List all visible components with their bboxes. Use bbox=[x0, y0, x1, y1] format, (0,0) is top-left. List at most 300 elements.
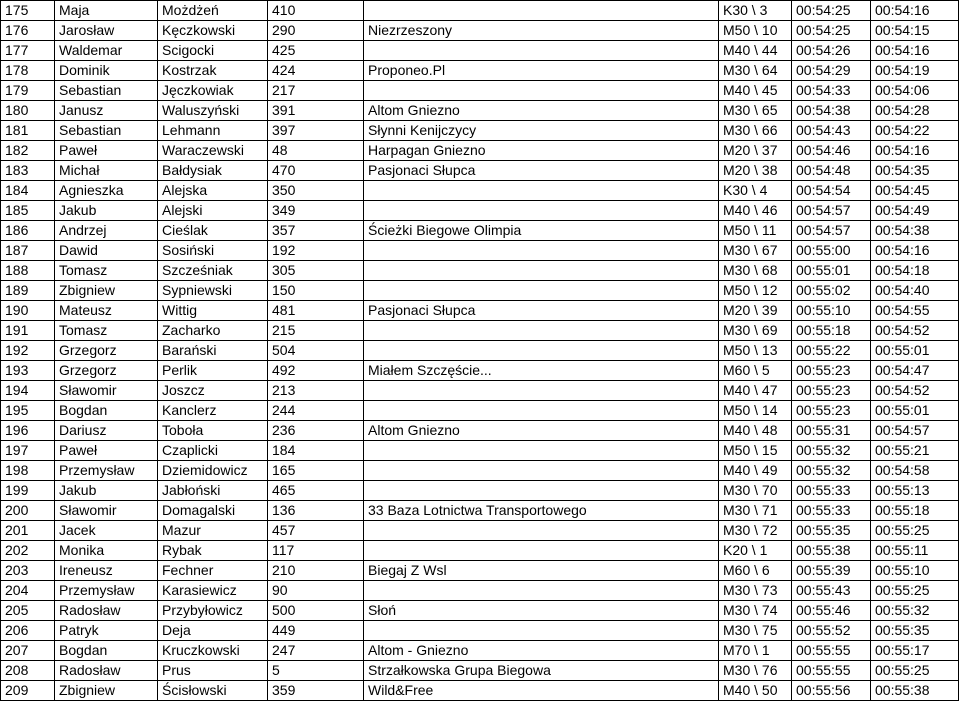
category-cell: M50 \ 10 bbox=[719, 21, 792, 41]
place-cell: 203 bbox=[1, 561, 55, 581]
place-cell: 204 bbox=[1, 581, 55, 601]
last-name-cell: Karasiewicz bbox=[158, 581, 268, 601]
place-cell: 201 bbox=[1, 521, 55, 541]
club-cell bbox=[364, 521, 719, 541]
table-row bbox=[1, 41, 959, 61]
table-row bbox=[1, 421, 959, 441]
bib-number-cell: 359 bbox=[268, 681, 364, 701]
table-row bbox=[1, 521, 959, 541]
gun-time-cell: 00:54:57 bbox=[792, 201, 871, 221]
net-time-cell: 00:54:52 bbox=[871, 321, 959, 341]
category-cell: M30 \ 64 bbox=[719, 61, 792, 81]
first-name-cell: Jakub bbox=[55, 201, 158, 221]
bib-number-cell: 290 bbox=[268, 21, 364, 41]
gun-time-cell: 00:54:46 bbox=[792, 141, 871, 161]
first-name-cell: Grzegorz bbox=[55, 361, 158, 381]
bib-number-cell: 117 bbox=[268, 541, 364, 561]
bib-number-cell: 357 bbox=[268, 221, 364, 241]
net-time-cell: 00:55:25 bbox=[871, 581, 959, 601]
club-cell: Proponeo.Pl bbox=[364, 61, 719, 81]
category-cell: M30 \ 71 bbox=[719, 501, 792, 521]
last-name-cell: Możdżeń bbox=[158, 1, 268, 21]
gun-time-cell: 00:54:25 bbox=[792, 21, 871, 41]
first-name-cell: Waldemar bbox=[55, 41, 158, 61]
category-cell: M30 \ 74 bbox=[719, 601, 792, 621]
table-row bbox=[1, 341, 959, 361]
first-name-cell: Dariusz bbox=[55, 421, 158, 441]
category-cell: M40 \ 47 bbox=[719, 381, 792, 401]
place-cell: 190 bbox=[1, 301, 55, 321]
net-time-cell: 00:54:57 bbox=[871, 421, 959, 441]
club-cell: Biegaj Z Wsl bbox=[364, 561, 719, 581]
category-cell: M50 \ 11 bbox=[719, 221, 792, 241]
first-name-cell: Sebastian bbox=[55, 121, 158, 141]
category-cell: K20 \ 1 bbox=[719, 541, 792, 561]
table-row bbox=[1, 361, 959, 381]
last-name-cell: Mazur bbox=[158, 521, 268, 541]
bib-number-cell: 192 bbox=[268, 241, 364, 261]
net-time-cell: 00:54:22 bbox=[871, 121, 959, 141]
category-cell: M30 \ 76 bbox=[719, 661, 792, 681]
bib-number-cell: 481 bbox=[268, 301, 364, 321]
club-cell bbox=[364, 581, 719, 601]
last-name-cell: Rybak bbox=[158, 541, 268, 561]
table-row bbox=[1, 561, 959, 581]
net-time-cell: 00:54:16 bbox=[871, 141, 959, 161]
first-name-cell: Radosław bbox=[55, 661, 158, 681]
category-cell: M30 \ 66 bbox=[719, 121, 792, 141]
results-body bbox=[1, 1, 959, 701]
first-name-cell: Dawid bbox=[55, 241, 158, 261]
net-time-cell: 00:54:58 bbox=[871, 461, 959, 481]
net-time-cell: 00:55:21 bbox=[871, 441, 959, 461]
table-row bbox=[1, 581, 959, 601]
net-time-cell: 00:54:40 bbox=[871, 281, 959, 301]
club-cell: Altom Gniezno bbox=[364, 421, 719, 441]
club-cell bbox=[364, 441, 719, 461]
first-name-cell: Tomasz bbox=[55, 321, 158, 341]
category-cell: M30 \ 73 bbox=[719, 581, 792, 601]
table-row bbox=[1, 1, 959, 21]
first-name-cell: Sławomir bbox=[55, 501, 158, 521]
club-cell bbox=[364, 181, 719, 201]
place-cell: 175 bbox=[1, 1, 55, 21]
bib-number-cell: 457 bbox=[268, 521, 364, 541]
bib-number-cell: 425 bbox=[268, 41, 364, 61]
net-time-cell: 00:55:32 bbox=[871, 601, 959, 621]
gun-time-cell: 00:55:18 bbox=[792, 321, 871, 341]
category-cell: K30 \ 4 bbox=[719, 181, 792, 201]
bib-number-cell: 136 bbox=[268, 501, 364, 521]
gun-time-cell: 00:55:55 bbox=[792, 641, 871, 661]
last-name-cell: Alejska bbox=[158, 181, 268, 201]
bib-number-cell: 424 bbox=[268, 61, 364, 81]
club-cell bbox=[364, 281, 719, 301]
table-row bbox=[1, 621, 959, 641]
club-cell: Słynni Kenijczycy bbox=[364, 121, 719, 141]
table-row bbox=[1, 641, 959, 661]
bib-number-cell: 244 bbox=[268, 401, 364, 421]
first-name-cell: Ireneusz bbox=[55, 561, 158, 581]
gun-time-cell: 00:54:43 bbox=[792, 121, 871, 141]
place-cell: 195 bbox=[1, 401, 55, 421]
first-name-cell: Grzegorz bbox=[55, 341, 158, 361]
gun-time-cell: 00:55:33 bbox=[792, 501, 871, 521]
last-name-cell: Wittig bbox=[158, 301, 268, 321]
club-cell bbox=[364, 201, 719, 221]
place-cell: 183 bbox=[1, 161, 55, 181]
club-cell bbox=[364, 241, 719, 261]
first-name-cell: Sławomir bbox=[55, 381, 158, 401]
first-name-cell: Jakub bbox=[55, 481, 158, 501]
net-time-cell: 00:55:11 bbox=[871, 541, 959, 561]
last-name-cell: Szcześniak bbox=[158, 261, 268, 281]
first-name-cell: Dominik bbox=[55, 61, 158, 81]
gun-time-cell: 00:55:23 bbox=[792, 401, 871, 421]
bib-number-cell: 492 bbox=[268, 361, 364, 381]
gun-time-cell: 00:54:29 bbox=[792, 61, 871, 81]
bib-number-cell: 150 bbox=[268, 281, 364, 301]
club-cell bbox=[364, 261, 719, 281]
table-row bbox=[1, 301, 959, 321]
club-cell bbox=[364, 481, 719, 501]
first-name-cell: Tomasz bbox=[55, 261, 158, 281]
category-cell: M30 \ 69 bbox=[719, 321, 792, 341]
gun-time-cell: 00:54:54 bbox=[792, 181, 871, 201]
last-name-cell: Barański bbox=[158, 341, 268, 361]
last-name-cell: Joszcz bbox=[158, 381, 268, 401]
table-row bbox=[1, 661, 959, 681]
last-name-cell: Waraczewski bbox=[158, 141, 268, 161]
place-cell: 184 bbox=[1, 181, 55, 201]
category-cell: M60 \ 6 bbox=[719, 561, 792, 581]
bib-number-cell: 504 bbox=[268, 341, 364, 361]
net-time-cell: 00:55:35 bbox=[871, 621, 959, 641]
club-cell bbox=[364, 41, 719, 61]
place-cell: 188 bbox=[1, 261, 55, 281]
category-cell: K30 \ 3 bbox=[719, 1, 792, 21]
gun-time-cell: 00:55:55 bbox=[792, 661, 871, 681]
gun-time-cell: 00:55:23 bbox=[792, 381, 871, 401]
last-name-cell: Sosiński bbox=[158, 241, 268, 261]
place-cell: 194 bbox=[1, 381, 55, 401]
last-name-cell: Scigocki bbox=[158, 41, 268, 61]
club-cell: Wild&Free bbox=[364, 681, 719, 701]
last-name-cell: Dziemidowicz bbox=[158, 461, 268, 481]
place-cell: 192 bbox=[1, 341, 55, 361]
first-name-cell: Patryk bbox=[55, 621, 158, 641]
last-name-cell: Przybyłowicz bbox=[158, 601, 268, 621]
first-name-cell: Paweł bbox=[55, 141, 158, 161]
net-time-cell: 00:54:06 bbox=[871, 81, 959, 101]
first-name-cell: Michał bbox=[55, 161, 158, 181]
gun-time-cell: 00:54:38 bbox=[792, 101, 871, 121]
club-cell bbox=[364, 621, 719, 641]
net-time-cell: 00:55:25 bbox=[871, 521, 959, 541]
first-name-cell: Zbigniew bbox=[55, 281, 158, 301]
gun-time-cell: 00:55:33 bbox=[792, 481, 871, 501]
category-cell: M50 \ 14 bbox=[719, 401, 792, 421]
bib-number-cell: 305 bbox=[268, 261, 364, 281]
net-time-cell: 00:54:52 bbox=[871, 381, 959, 401]
gun-time-cell: 00:55:02 bbox=[792, 281, 871, 301]
gun-time-cell: 00:54:26 bbox=[792, 41, 871, 61]
table-row bbox=[1, 321, 959, 341]
club-cell: Miałem Szczęście... bbox=[364, 361, 719, 381]
last-name-cell: Jęczkowiak bbox=[158, 81, 268, 101]
category-cell: M50 \ 13 bbox=[719, 341, 792, 361]
category-cell: M20 \ 37 bbox=[719, 141, 792, 161]
gun-time-cell: 00:54:57 bbox=[792, 221, 871, 241]
net-time-cell: 00:54:18 bbox=[871, 261, 959, 281]
place-cell: 179 bbox=[1, 81, 55, 101]
bib-number-cell: 391 bbox=[268, 101, 364, 121]
place-cell: 206 bbox=[1, 621, 55, 641]
place-cell: 208 bbox=[1, 661, 55, 681]
bib-number-cell: 247 bbox=[268, 641, 364, 661]
place-cell: 193 bbox=[1, 361, 55, 381]
club-cell: Altom - Gniezno bbox=[364, 641, 719, 661]
net-time-cell: 00:55:18 bbox=[871, 501, 959, 521]
first-name-cell: Maja bbox=[55, 1, 158, 21]
net-time-cell: 00:54:16 bbox=[871, 41, 959, 61]
first-name-cell: Przemysław bbox=[55, 581, 158, 601]
last-name-cell: Bałdysiak bbox=[158, 161, 268, 181]
net-time-cell: 00:55:10 bbox=[871, 561, 959, 581]
gun-time-cell: 00:55:31 bbox=[792, 421, 871, 441]
club-cell: Pasjonaci Słupca bbox=[364, 301, 719, 321]
gun-time-cell: 00:55:43 bbox=[792, 581, 871, 601]
place-cell: 189 bbox=[1, 281, 55, 301]
place-cell: 205 bbox=[1, 601, 55, 621]
bib-number-cell: 210 bbox=[268, 561, 364, 581]
gun-time-cell: 00:55:23 bbox=[792, 361, 871, 381]
table-row bbox=[1, 61, 959, 81]
place-cell: 186 bbox=[1, 221, 55, 241]
net-time-cell: 00:54:55 bbox=[871, 301, 959, 321]
table-row bbox=[1, 481, 959, 501]
net-time-cell: 00:54:49 bbox=[871, 201, 959, 221]
bib-number-cell: 236 bbox=[268, 421, 364, 441]
gun-time-cell: 00:55:56 bbox=[792, 681, 871, 701]
bib-number-cell: 215 bbox=[268, 321, 364, 341]
category-cell: M30 \ 65 bbox=[719, 101, 792, 121]
bib-number-cell: 470 bbox=[268, 161, 364, 181]
club-cell: Altom Gniezno bbox=[364, 101, 719, 121]
net-time-cell: 00:54:16 bbox=[871, 1, 959, 21]
category-cell: M20 \ 39 bbox=[719, 301, 792, 321]
net-time-cell: 00:54:28 bbox=[871, 101, 959, 121]
bib-number-cell: 213 bbox=[268, 381, 364, 401]
table-row bbox=[1, 241, 959, 261]
gun-time-cell: 00:55:39 bbox=[792, 561, 871, 581]
gun-time-cell: 00:55:00 bbox=[792, 241, 871, 261]
last-name-cell: Kęczkowski bbox=[158, 21, 268, 41]
table-row bbox=[1, 161, 959, 181]
gun-time-cell: 00:55:46 bbox=[792, 601, 871, 621]
table-row bbox=[1, 441, 959, 461]
category-cell: M40 \ 45 bbox=[719, 81, 792, 101]
net-time-cell: 00:55:38 bbox=[871, 681, 959, 701]
gun-time-cell: 00:55:52 bbox=[792, 621, 871, 641]
bib-number-cell: 449 bbox=[268, 621, 364, 641]
place-cell: 176 bbox=[1, 21, 55, 41]
place-cell: 187 bbox=[1, 241, 55, 261]
table-row bbox=[1, 541, 959, 561]
last-name-cell: Sypniewski bbox=[158, 281, 268, 301]
table-row bbox=[1, 201, 959, 221]
net-time-cell: 00:55:01 bbox=[871, 401, 959, 421]
place-cell: 177 bbox=[1, 41, 55, 61]
last-name-cell: Alejski bbox=[158, 201, 268, 221]
club-cell bbox=[364, 1, 719, 21]
club-cell: Niezrzeszony bbox=[364, 21, 719, 41]
last-name-cell: Fechner bbox=[158, 561, 268, 581]
club-cell: Strzałkowska Grupa Biegowa bbox=[364, 661, 719, 681]
last-name-cell: Ścisłowski bbox=[158, 681, 268, 701]
net-time-cell: 00:54:47 bbox=[871, 361, 959, 381]
last-name-cell: Deja bbox=[158, 621, 268, 641]
first-name-cell: Paweł bbox=[55, 441, 158, 461]
club-cell: Harpagan Gniezno bbox=[364, 141, 719, 161]
place-cell: 200 bbox=[1, 501, 55, 521]
first-name-cell: Zbigniew bbox=[55, 681, 158, 701]
last-name-cell: Cieślak bbox=[158, 221, 268, 241]
category-cell: M60 \ 5 bbox=[719, 361, 792, 381]
place-cell: 209 bbox=[1, 681, 55, 701]
place-cell: 202 bbox=[1, 541, 55, 561]
gun-time-cell: 00:54:48 bbox=[792, 161, 871, 181]
table-row bbox=[1, 501, 959, 521]
net-time-cell: 00:54:45 bbox=[871, 181, 959, 201]
category-cell: M30 \ 72 bbox=[719, 521, 792, 541]
table-row bbox=[1, 181, 959, 201]
first-name-cell: Janusz bbox=[55, 101, 158, 121]
club-cell: Pasjonaci Słupca bbox=[364, 161, 719, 181]
last-name-cell: Lehmann bbox=[158, 121, 268, 141]
gun-time-cell: 00:55:32 bbox=[792, 441, 871, 461]
first-name-cell: Jarosław bbox=[55, 21, 158, 41]
category-cell: M40 \ 50 bbox=[719, 681, 792, 701]
first-name-cell: Bogdan bbox=[55, 401, 158, 421]
category-cell: M40 \ 49 bbox=[719, 461, 792, 481]
bib-number-cell: 465 bbox=[268, 481, 364, 501]
table-row bbox=[1, 261, 959, 281]
category-cell: M30 \ 70 bbox=[719, 481, 792, 501]
net-time-cell: 00:55:25 bbox=[871, 661, 959, 681]
table-row bbox=[1, 281, 959, 301]
gun-time-cell: 00:55:32 bbox=[792, 461, 871, 481]
bib-number-cell: 48 bbox=[268, 141, 364, 161]
last-name-cell: Toboła bbox=[158, 421, 268, 441]
last-name-cell: Prus bbox=[158, 661, 268, 681]
place-cell: 198 bbox=[1, 461, 55, 481]
last-name-cell: Perlik bbox=[158, 361, 268, 381]
gun-time-cell: 00:55:10 bbox=[792, 301, 871, 321]
club-cell bbox=[364, 81, 719, 101]
bib-number-cell: 5 bbox=[268, 661, 364, 681]
place-cell: 197 bbox=[1, 441, 55, 461]
last-name-cell: Waluszyński bbox=[158, 101, 268, 121]
club-cell bbox=[364, 381, 719, 401]
net-time-cell: 00:55:01 bbox=[871, 341, 959, 361]
place-cell: 181 bbox=[1, 121, 55, 141]
category-cell: M40 \ 44 bbox=[719, 41, 792, 61]
place-cell: 180 bbox=[1, 101, 55, 121]
table-row bbox=[1, 121, 959, 141]
category-cell: M30 \ 75 bbox=[719, 621, 792, 641]
last-name-cell: Domagalski bbox=[158, 501, 268, 521]
last-name-cell: Kostrzak bbox=[158, 61, 268, 81]
bib-number-cell: 350 bbox=[268, 181, 364, 201]
table-row bbox=[1, 101, 959, 121]
category-cell: M50 \ 12 bbox=[719, 281, 792, 301]
table-row bbox=[1, 381, 959, 401]
category-cell: M50 \ 15 bbox=[719, 441, 792, 461]
bib-number-cell: 184 bbox=[268, 441, 364, 461]
category-cell: M30 \ 68 bbox=[719, 261, 792, 281]
gun-time-cell: 00:54:33 bbox=[792, 81, 871, 101]
table-row bbox=[1, 141, 959, 161]
first-name-cell: Radosław bbox=[55, 601, 158, 621]
place-cell: 199 bbox=[1, 481, 55, 501]
club-cell bbox=[364, 461, 719, 481]
club-cell: 33 Baza Lotnictwa Transportowego bbox=[364, 501, 719, 521]
last-name-cell: Zacharko bbox=[158, 321, 268, 341]
place-cell: 196 bbox=[1, 421, 55, 441]
gun-time-cell: 00:55:35 bbox=[792, 521, 871, 541]
bib-number-cell: 165 bbox=[268, 461, 364, 481]
category-cell: M40 \ 46 bbox=[719, 201, 792, 221]
bib-number-cell: 500 bbox=[268, 601, 364, 621]
first-name-cell: Mateusz bbox=[55, 301, 158, 321]
club-cell: Ścieżki Biegowe Olimpia bbox=[364, 221, 719, 241]
first-name-cell: Andrzej bbox=[55, 221, 158, 241]
net-time-cell: 00:54:19 bbox=[871, 61, 959, 81]
gun-time-cell: 00:55:38 bbox=[792, 541, 871, 561]
club-cell: Słoń bbox=[364, 601, 719, 621]
net-time-cell: 00:54:15 bbox=[871, 21, 959, 41]
net-time-cell: 00:54:16 bbox=[871, 241, 959, 261]
net-time-cell: 00:55:13 bbox=[871, 481, 959, 501]
place-cell: 185 bbox=[1, 201, 55, 221]
first-name-cell: Agnieszka bbox=[55, 181, 158, 201]
club-cell bbox=[364, 321, 719, 341]
place-cell: 207 bbox=[1, 641, 55, 661]
first-name-cell: Jacek bbox=[55, 521, 158, 541]
last-name-cell: Czaplicki bbox=[158, 441, 268, 461]
gun-time-cell: 00:55:01 bbox=[792, 261, 871, 281]
category-cell: M40 \ 48 bbox=[719, 421, 792, 441]
bib-number-cell: 397 bbox=[268, 121, 364, 141]
net-time-cell: 00:54:35 bbox=[871, 161, 959, 181]
club-cell bbox=[364, 401, 719, 421]
table-row bbox=[1, 681, 959, 701]
category-cell: M70 \ 1 bbox=[719, 641, 792, 661]
first-name-cell: Monika bbox=[55, 541, 158, 561]
club-cell bbox=[364, 341, 719, 361]
net-time-cell: 00:55:17 bbox=[871, 641, 959, 661]
bib-number-cell: 410 bbox=[268, 1, 364, 21]
net-time-cell: 00:54:38 bbox=[871, 221, 959, 241]
first-name-cell: Przemysław bbox=[55, 461, 158, 481]
place-cell: 178 bbox=[1, 61, 55, 81]
first-name-cell: Sebastian bbox=[55, 81, 158, 101]
table-row bbox=[1, 601, 959, 621]
first-name-cell: Bogdan bbox=[55, 641, 158, 661]
gun-time-cell: 00:55:22 bbox=[792, 341, 871, 361]
place-cell: 182 bbox=[1, 141, 55, 161]
